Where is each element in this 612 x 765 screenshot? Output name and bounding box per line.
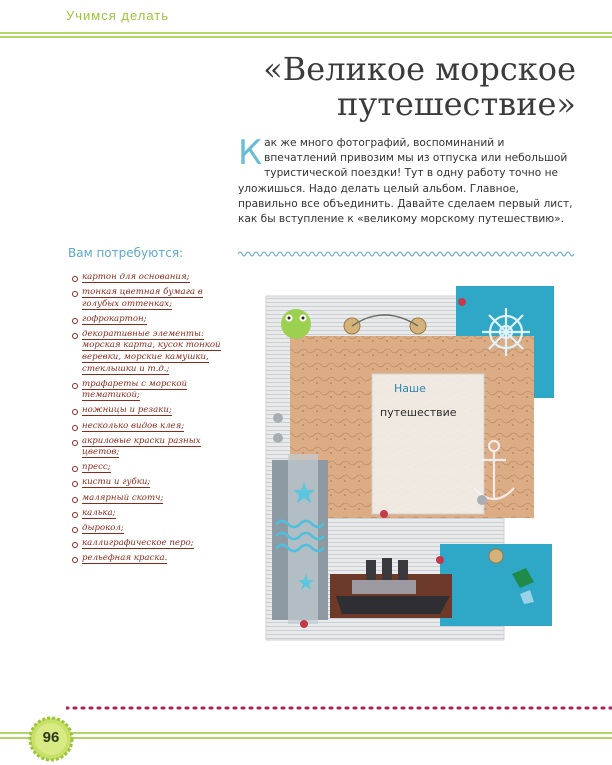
material-item-text: калька; — [82, 507, 116, 518]
material-item — [72, 477, 238, 489]
material-item-text: дырокол; — [82, 522, 124, 533]
intro-text: ак же много фотографий, воспоминаний и впечатлений привозим мы из отпуска или небольшой туристической поездки! Тут в одну работу точно не уложишься. Надо делать целый альбом. Главное, правильно все объединить. Давайте сделаем первый лист, как бы вступление к «великому морскому путешествию». — [238, 137, 573, 226]
material-item-text: гофрокартон; — [82, 313, 147, 324]
material-item-text: кисти и губки; — [82, 477, 151, 488]
material-item — [72, 553, 238, 565]
article-title — [156, 52, 576, 122]
material-item — [72, 493, 238, 505]
material-item-text: рельефная краска. — [82, 552, 168, 563]
materials-list — [72, 272, 238, 568]
material-item — [72, 272, 238, 284]
material-item — [72, 379, 238, 402]
photo-label-1: Наше — [394, 382, 426, 395]
intro-paragraph — [238, 133, 576, 227]
material-item — [72, 508, 238, 520]
title-line-2: путешествие» — [337, 85, 576, 123]
title-line-1: «Великое морское — [263, 50, 576, 88]
material-item-text: декоративные элементы: морская карта, кусок тонкой веревки, морские камушки, стеклышки и т.д.; — [82, 328, 221, 374]
wave-divider — [238, 249, 576, 259]
material-item — [72, 405, 238, 417]
header-divider — [0, 29, 612, 41]
steering-wheel-icon — [482, 308, 530, 356]
material-item-text: картон для основания; — [82, 272, 190, 282]
material-item — [72, 287, 238, 310]
dropcap: К — [238, 133, 263, 173]
material-item — [72, 329, 238, 375]
material-item-text: пресс; — [82, 462, 111, 473]
material-item-text: несколько видов клея; — [82, 420, 185, 431]
footer-lines — [0, 729, 612, 745]
materials-title: Вам потребуются: — [68, 246, 184, 260]
material-item — [72, 462, 238, 474]
material-item-text: ножницы и резаки; — [82, 405, 172, 416]
material-item — [72, 421, 238, 433]
material-item — [72, 523, 238, 535]
material-item-text: малярный скотч; — [82, 492, 164, 503]
material-item-text: трафареты с морской тематикой; — [82, 378, 188, 401]
material-item-text: тонкая цветная бумага в голубых оттенках; — [82, 287, 203, 309]
page-number: 96 — [42, 729, 60, 746]
material-item — [72, 314, 238, 326]
section-tag: Учимся делать — [66, 8, 170, 23]
footer-dotted-divider — [66, 702, 612, 714]
material-item — [72, 538, 238, 550]
material-item — [72, 436, 238, 459]
material-item-text: каллиграфическое перо; — [82, 537, 194, 548]
frog-clip-icon — [281, 309, 311, 339]
scrapbook-photo — [244, 274, 576, 684]
photo-label-2: путешествие — [380, 406, 457, 419]
material-item-text: акриловые краски разных цветов; — [82, 435, 201, 458]
